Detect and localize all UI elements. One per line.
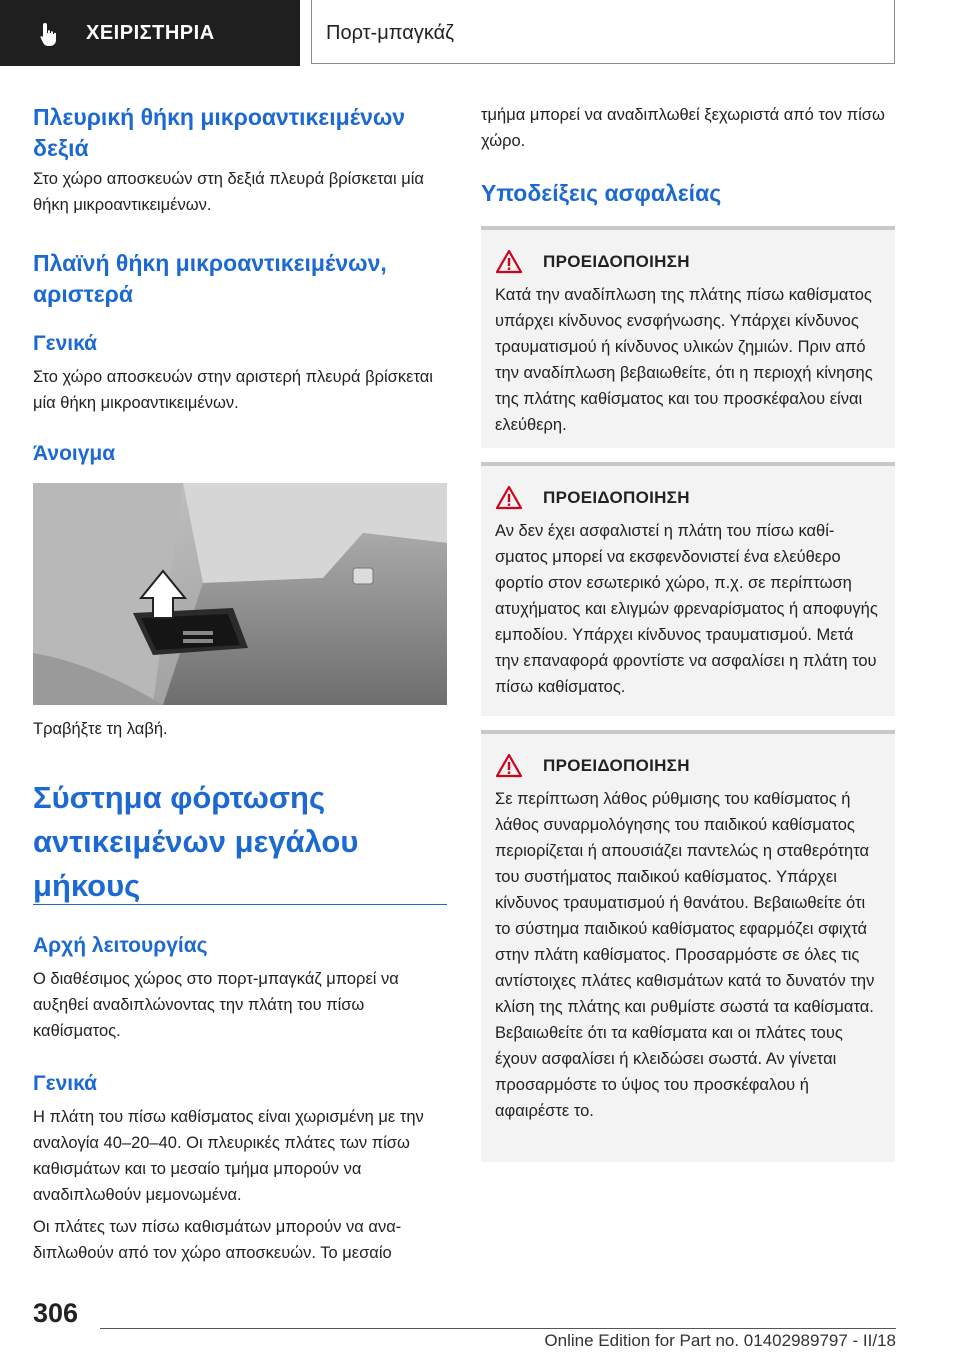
- warning-triangle-icon: [495, 753, 523, 778]
- text-right-storage: Στο χώρο αποσκευών στη δεξιά πλευρά βρίσκεται μία θήκη μικροαντικειμένων.: [33, 170, 424, 214]
- manual-section-tab[interactable]: [0, 0, 300, 66]
- pointing-hand-icon: [36, 20, 64, 48]
- warning-box-1: [481, 226, 895, 448]
- text-general-1: Η πλάτη του πίσω καθίσματος είναι χωρισμένη με την αναλογία 40–20–40. Οι πλευρικές πλάτες των πίσω καθισμάτων και το μεσαίο τμήμα μπορούν να αναδιπλωθούν μεμονωμένα.: [33, 1108, 424, 1204]
- subheading-principle: Αρχή λειτουργίας: [33, 934, 208, 957]
- page-number: 306: [33, 1298, 79, 1328]
- warning-text: Σε περίπτωση λάθος ρύθμισης του καθίσματος ή λάθος συναρμολόγησης του παιδικού καθίσματος περιορίζεται ή απουσιάζει παντελώς η σταθερότητα του συστήματος παιδικού καθίσματος. Υπάρχει κίνδυνος τραυματισμού ή θανάτου. Βεβαιωθείτε ότι το σύστημα παιδικού καθίσματος εφαρμόζει σφιχτά στην πλάτη καθίσματος. Προσαρμόστε σε όλες τις αντίστοιχες πλάτες καθισμάτων κατά το δυνατόν την κλίση της πλάτης και ρυθμίστε σωστά τα καθίσματα. Βεβαιωθείτε ότι τα καθίσματα και οι πλάτες τους έχουν ασφαλίσει ή κλειδώσει σωστά. Αν γίνεται προσαρμόστε το ύψος του προσκέφαλου ή αφαιρέστε το.: [495, 790, 875, 1120]
- manual-section-label: ΧΕΙΡΙΣΤΗΡΙΑ: [86, 22, 215, 44]
- chapter-tab[interactable]: [311, 0, 895, 64]
- warning-triangle-icon: [495, 485, 523, 510]
- warning-triangle-icon: [495, 249, 523, 274]
- photo-caption: Τραβήξτε τη λαβή.: [33, 720, 168, 738]
- warning-header: [495, 752, 881, 782]
- warning-box-3: [481, 730, 895, 1162]
- warning-header: [495, 484, 881, 514]
- section-divider: [33, 904, 447, 905]
- footer-divider: [100, 1328, 896, 1329]
- warning-title: ΠΡΟΕΙΔΟΠΟΙΗΣΗ: [543, 488, 690, 507]
- heading-right-storage: Πλευρική θήκη μικροαντικειμένων δεξιά: [33, 104, 406, 161]
- subheading-general-1: Γενικά: [33, 332, 98, 355]
- text-continued: τμήμα μπορεί να αναδιπλωθεί ξεχωριστά από τον πίσω χώρο.: [481, 106, 885, 150]
- warning-text: Κατά την αναδίπλωση της πλάτης πίσω καθίσματος υπάρχει κίνδυνος ενσφήνωσης. Υπάρχει κίνδυνος τραυματισμού ή κίνδυνος υλικών ζημιών. Πριν από την αναδίπλωση βεβαιωθείτε, ότι η περιοχή κίνησης της πλάτης καθίσματος και του προσκέφαλου είναι ελεύθερη.: [495, 286, 873, 434]
- warning-header: [495, 248, 881, 278]
- warning-title: ΠΡΟΕΙΔΟΠΟΙΗΣΗ: [543, 756, 690, 775]
- storage-compartment-photo: [33, 483, 447, 705]
- text-principle: Ο διαθέσιμος χώρος στο πορτ-μπαγκάζ μπορεί να αυξηθεί αναδιπλώνοντας την πλάτη του πίσω καθίσματος.: [33, 970, 399, 1040]
- text-left-storage: Στο χώρο αποσκευών στην αριστερή πλευρά βρίσκεται μία θήκη μικροαντικειμένων.: [33, 368, 433, 412]
- chapter-label: Πορτ-μπαγκάζ: [326, 22, 454, 44]
- heading-left-storage: Πλαϊνή θήκη μικροαντικειμένων, αριστερά: [33, 250, 387, 307]
- page-header: [0, 0, 960, 66]
- subheading-opening: Άνοιγμα: [33, 442, 116, 465]
- warning-text: Αν δεν έχει ασφαλιστεί η πλάτη του πίσω καθίσματος μπορεί να εκσφενδονιστεί ένα ελεύθερο φορτίο στον εσωτερικό χώρο, π.χ. σε περίπτωση ατυχήματος και ελιγμών φρεναρίσματος ή αποφυγής εμποδίου. Υπάρχει κίνδυνος τραυματισμού. Μετά την επαναφορά φροντίστε να ασφαλίσει η πλάτη του πίσω καθίσματος.: [495, 522, 878, 696]
- heading-load-system: Σύστημα φόρτωσης αντικειμένων μεγάλου μήκους: [33, 780, 359, 903]
- warning-box-2: [481, 462, 895, 716]
- subheading-general-2: Γενικά: [33, 1072, 98, 1095]
- warning-title: ΠΡΟΕΙΔΟΠΟΙΗΣΗ: [543, 252, 690, 271]
- footer-edition: Online Edition for Part no. 01402989797 - II/18: [544, 1331, 896, 1350]
- heading-safety: Υποδείξεις ασφαλείας: [481, 180, 722, 206]
- text-general-2: Οι πλάτες των πίσω καθισμάτων μπορούν να αναδιπλωθούν από τον χώρο αποσκευών. Το μεσαίο: [33, 1218, 402, 1262]
